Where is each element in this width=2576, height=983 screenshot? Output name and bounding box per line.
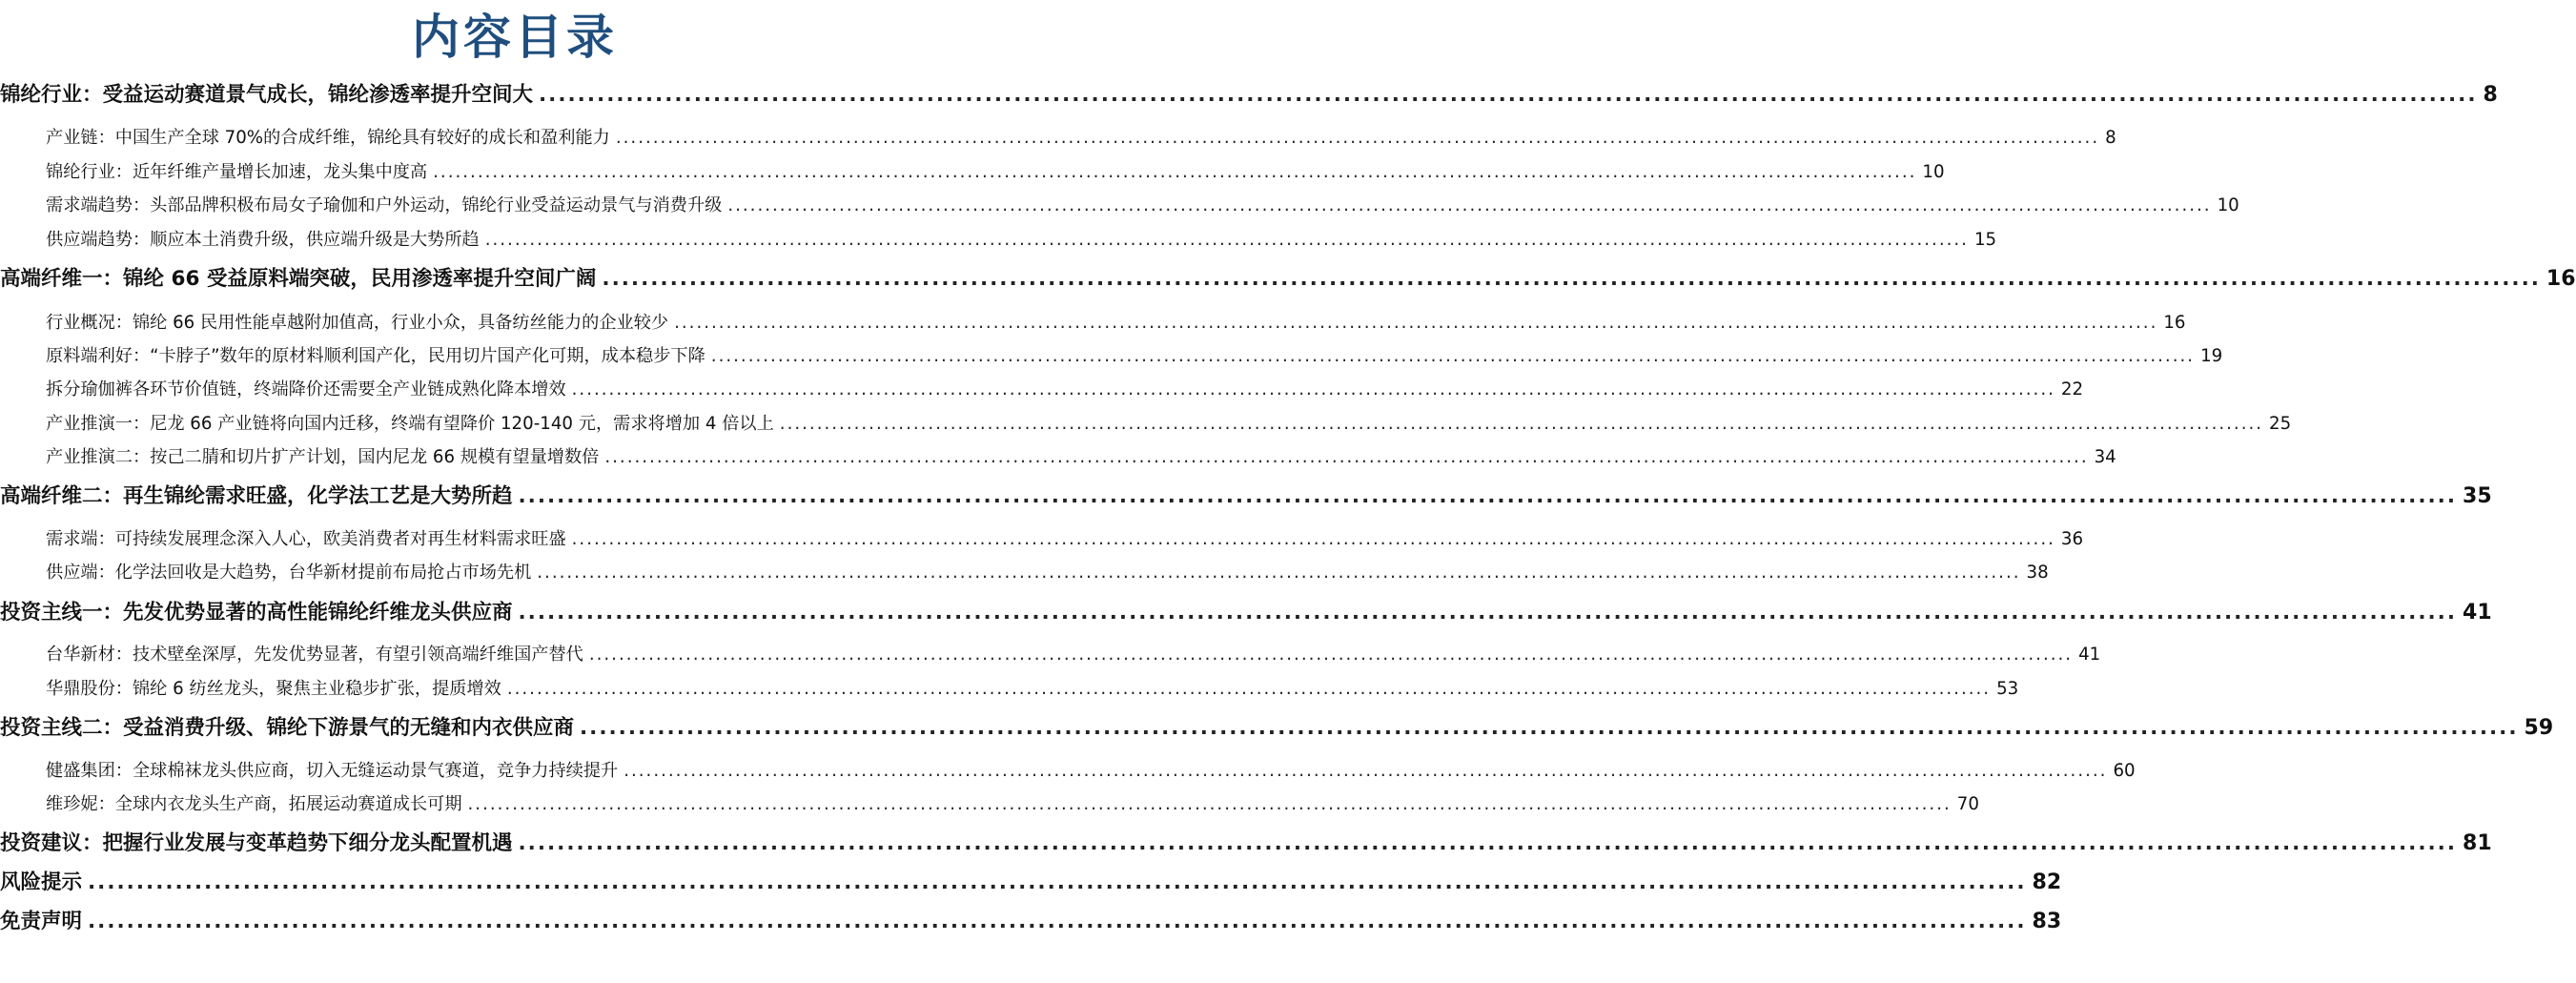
- toc-page-number: 82: [2032, 870, 2062, 894]
- toc-entry-text: 健盛集团：全球棉袜龙头供应商，切入无缝运动景气赛道，竞争力持续提升: [46, 761, 619, 781]
- toc-leader-dots: ........................................................................................................................................................................................................: [88, 910, 2027, 933]
- toc-entry-text: 拆分瑜伽裤各环节价值链，终端降价还需要全产业链成熟化降本增效: [46, 379, 566, 399]
- toc-entry-level2[interactable]: [46, 791, 1979, 818]
- toc-entry-text: 高端纤维二：再生锦纶需求旺盛，化学法工艺是大势所趋: [0, 484, 513, 508]
- toc-leader-dots: ........................................................................................................................................................................................................: [539, 83, 2478, 107]
- toc-entry-level2[interactable]: [46, 642, 2101, 668]
- toc-leader-dots: ........................................................................................................................................................................................................: [571, 379, 2055, 399]
- toc-page-number: 10: [1922, 162, 1945, 182]
- toc-entry-level1[interactable]: [0, 869, 2062, 897]
- toc-page-number: 60: [2113, 761, 2136, 781]
- toc-entry-text: 免责声明: [0, 910, 83, 933]
- toc-leader-dots: ........................................................................................................................................................................................................: [604, 447, 2089, 467]
- toc-entry-level1[interactable]: [0, 599, 2492, 627]
- toc-entry-text: 维珍妮：全球内衣龙头生产商，拓展运动赛道成长可期: [46, 794, 462, 814]
- toc-page-number: 59: [2524, 716, 2554, 740]
- toc-entry-text: 产业推演一：尼龙 66 产业链将向国内迁移，终端有望降价 120-140 元，需求将增加 4 倍以上: [46, 414, 774, 434]
- toc-leader-dots: ........................................................................................................................................................................................................: [433, 162, 1917, 182]
- toc-entry-level1[interactable]: [0, 714, 2554, 743]
- toc-page-number: 19: [2200, 346, 2223, 366]
- toc-entry-level2[interactable]: [46, 377, 2084, 403]
- toc-entry-level1[interactable]: [0, 81, 2498, 110]
- toc-leader-dots: ........................................................................................................................................................................................................: [506, 679, 1992, 699]
- toc-entry-text: 行业概况：锦纶 66 民用性能卓越附加值高，行业小众，具备纺丝能力的企业较少: [46, 313, 669, 333]
- toc-page-number: 25: [2269, 414, 2292, 434]
- toc-entry-text: 锦纶行业：受益运动赛道景气成长，锦纶渗透率提升空间大: [0, 83, 534, 107]
- toc-entry-text: 华鼎股份：锦纶 6 纺丝龙头，聚焦主业稳步扩张，提质增效: [46, 679, 501, 699]
- toc-leader-dots: ........................................................................................................................................................................................................: [88, 870, 2027, 894]
- toc-leader-dots: ........................................................................................................................................................................................................: [727, 195, 2212, 215]
- toc-entry-level2[interactable]: [46, 411, 2292, 438]
- toc-entry-text: 投资主线一：先发优势显著的高性能锦纶纤维龙头供应商: [0, 601, 513, 625]
- toc-page-number: 81: [2463, 831, 2492, 855]
- toc-entry-level2[interactable]: [46, 125, 2116, 152]
- toc-leader-dots: ........................................................................................................................................................................................................: [518, 601, 2458, 625]
- toc-leader-dots: ........................................................................................................................................................................................................: [615, 128, 2100, 148]
- toc-leader-dots: ........................................................................................................................................................................................................: [588, 645, 2074, 665]
- toc-page-number: 83: [2032, 910, 2062, 933]
- toc-leader-dots: ........................................................................................................................................................................................................: [710, 346, 2196, 366]
- toc-entry-level2[interactable]: [46, 193, 2239, 219]
- toc-entry-level1[interactable]: [0, 908, 2062, 936]
- toc-entry-text: 风险提示: [0, 870, 83, 894]
- toc-page-number: 15: [1973, 230, 1997, 250]
- toc-page-number: 22: [2060, 379, 2084, 399]
- toc-entry-text: 投资建议：把握行业发展与变革趋势下细分龙头配置机遇: [0, 831, 513, 855]
- toc-entry-level2[interactable]: [46, 343, 2223, 370]
- toc-entry-text: 需求端：可持续发展理念深入人心，欧美消费者对再生材料需求旺盛: [46, 529, 566, 549]
- toc-page-number: 41: [2078, 645, 2101, 665]
- toc-page-number: 35: [2463, 484, 2492, 508]
- toc-entry-level2[interactable]: [46, 526, 2084, 553]
- toc-entry-level2[interactable]: [46, 310, 2186, 337]
- toc-leader-dots: ........................................................................................................................................................................................................: [484, 230, 1969, 250]
- toc-page-number: 10: [2217, 195, 2239, 215]
- toc-entry-text: 投资主线二：受益消费升级、锦纶下游景气的无缝和内衣供应商: [0, 716, 575, 740]
- toc-leader-dots: ........................................................................................................................................................................................................: [571, 529, 2055, 549]
- toc-leader-dots: ........................................................................................................................................................................................................: [602, 267, 2541, 291]
- toc-entry-text: 锦纶行业：近年纤维产量增长加速，龙头集中度高: [46, 162, 428, 182]
- toc-entry-level2[interactable]: [46, 227, 1997, 254]
- toc-page-number: 8: [2483, 83, 2498, 107]
- toc-entry-level2[interactable]: [46, 758, 2136, 785]
- toc-leader-dots: ........................................................................................................................................................................................................: [580, 716, 2519, 740]
- toc-page-number: 16: [2545, 267, 2576, 291]
- toc-entry-text: 供应端：化学法回收是大趋势，台华新材提前布局抢占市场先机: [46, 563, 532, 583]
- toc-entry-text: 产业链：中国生产全球 70%的合成纤维，锦纶具有较好的成长和盈利能力: [46, 128, 610, 148]
- toc-page-number: 70: [1956, 794, 1979, 814]
- toc-entry-text: 产业推演二：按己二腈和切片扩产计划，国内尼龙 66 规模有望量增数倍: [46, 447, 600, 467]
- toc-leader-dots: ........................................................................................................................................................................................................: [779, 414, 2264, 434]
- toc-page-number: 41: [2463, 601, 2492, 625]
- toc-entry-level2[interactable]: [46, 159, 1945, 186]
- toc-leader-dots: ........................................................................................................................................................................................................: [674, 313, 2158, 333]
- toc-entry-level2[interactable]: [46, 444, 2116, 471]
- toc-entry-text: 原料端利好：“卡脖子”数年的原材料顺利国产化，民用切片国产化可期，成本稳步下降: [46, 346, 705, 366]
- toc-entry-text: 供应端趋势：顺应本土消费升级，供应端升级是大势所趋: [46, 230, 480, 250]
- toc-entry-level1[interactable]: [0, 482, 2492, 511]
- toc-entry-level2[interactable]: [46, 676, 2019, 703]
- toc-entry-level1[interactable]: [0, 829, 2492, 858]
- toc-entry-text: 高端纤维一：锦纶 66 受益原料端突破，民用渗透率提升空间广阔: [0, 267, 597, 291]
- toc-entry-level2[interactable]: [46, 560, 2049, 586]
- toc-entry-text: 台华新材：技术壁垒深厚，先发优势显著，有望引领高端纤维国产替代: [46, 645, 583, 665]
- toc-leader-dots: ........................................................................................................................................................................................................: [624, 761, 2108, 781]
- page-title: 内容目录: [412, 10, 618, 65]
- toc-leader-dots: ........................................................................................................................................................................................................: [518, 484, 2458, 508]
- toc-page-number: 8: [2105, 128, 2116, 148]
- toc-leader-dots: ........................................................................................................................................................................................................: [467, 794, 1952, 814]
- toc-page-number: 34: [2094, 447, 2116, 467]
- toc-leader-dots: ........................................................................................................................................................................................................: [518, 831, 2458, 855]
- toc-entry-level1[interactable]: [0, 265, 2576, 294]
- toc-page-number: 53: [1996, 679, 2019, 699]
- toc-leader-dots: ........................................................................................................................................................................................................: [537, 563, 2021, 583]
- toc-page-number: 36: [2060, 529, 2084, 549]
- toc-entry-text: 需求端趋势：头部品牌积极布局女子瑜伽和户外运动，锦纶行业受益运动景气与消费升级: [46, 195, 723, 215]
- toc-page-number: 38: [2026, 563, 2049, 583]
- toc-page-number: 16: [2163, 313, 2186, 333]
